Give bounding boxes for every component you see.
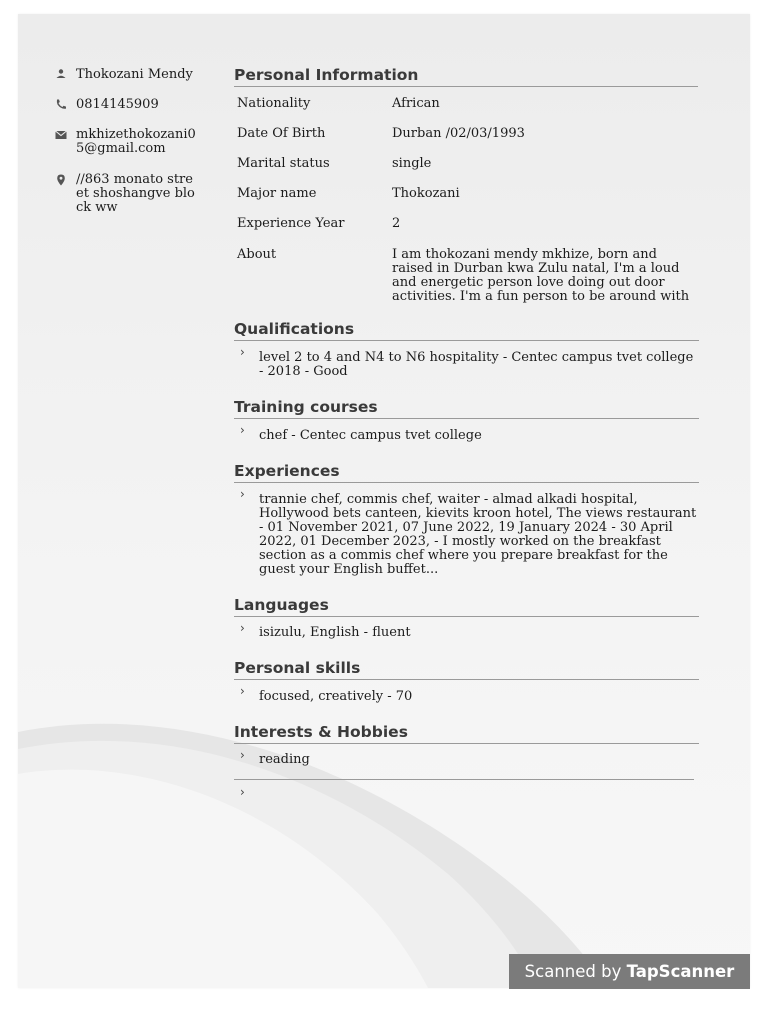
training-courses-heading: Training courses [234, 397, 699, 419]
resume-page [18, 14, 750, 988]
personal-skills-heading: Personal skills [234, 658, 699, 680]
contact-phone-text: 0814145909 [76, 97, 159, 112]
experience-item: trannie chef, commis chef, waiter - almad alkadi hospital, Hollywood bets canteen, kievits kroon hotel, The views restaurant - 01 November 2021, 07 June 2022, 19 January 2024 - 30 April 2022, 01 December 2023, - I mostly worked on the breakfast section as a commis chef where you prepare breakfast for the guest your English buffet... [259, 492, 697, 577]
language-item: isizulu, English - fluent [259, 625, 411, 640]
location-pin-icon [54, 173, 68, 187]
contact-name-text: Thokozani Mendy [76, 67, 193, 82]
marital-status-value: single [392, 156, 432, 171]
qualifications-heading: Qualifications [234, 319, 699, 341]
qualification-bullet-icon: › [240, 345, 245, 359]
experience-year-label: Experience Year [237, 216, 345, 231]
contact-email-text: mkhizethokozani05@gmail.com [76, 127, 196, 156]
interests-heading: Interests & Hobbies [234, 722, 699, 744]
mail-icon [54, 128, 68, 142]
language-bullet-icon: › [240, 621, 245, 635]
about-value: I am thokozani mendy mkhize, born and raised in Durban kwa Zulu natal, I'm a loud and energetic person love doing out door activities. I'm a fun person to be around with [392, 247, 690, 304]
about-label: About [237, 247, 277, 262]
empty-bullet-icon: › [240, 785, 245, 799]
scanned-by-badge [509, 954, 750, 989]
date-of-birth-value: Durban /02/03/1993 [392, 126, 525, 141]
skill-bullet-icon: › [240, 684, 245, 698]
training-course-item: chef - Centec campus tvet college [259, 428, 482, 443]
qualification-item: level 2 to 4 and N4 to N6 hospitality - Centec campus tvet college - 2018 - Good [259, 350, 694, 379]
scanned-by-text: Scanned by [524, 962, 627, 981]
interest-bullet-icon: › [240, 748, 245, 762]
experiences-heading: Experiences [234, 461, 699, 483]
person-icon [54, 68, 68, 82]
tapscanner-brand: TapScanner [626, 962, 735, 981]
major-name-value: Thokozani [392, 186, 460, 201]
section-divider [234, 779, 694, 780]
experience-bullet-icon: › [240, 487, 245, 501]
languages-heading: Languages [234, 595, 699, 617]
date-of-birth-label: Date Of Birth [237, 126, 326, 141]
interest-item: reading [259, 752, 310, 767]
contact-email [76, 128, 196, 156]
contact-name [76, 68, 196, 82]
phone-icon [54, 98, 68, 112]
marital-status-label: Marital status [237, 156, 330, 171]
contact-phone [76, 98, 196, 112]
nationality-label: Nationality [237, 96, 311, 111]
contact-address [76, 173, 196, 215]
skill-item: focused, creatively - 70 [259, 689, 413, 704]
training-bullet-icon: › [240, 423, 245, 437]
nationality-value: African [392, 96, 440, 111]
personal-information-heading: Personal Information [234, 65, 698, 87]
major-name-label: Major name [237, 186, 317, 201]
contact-address-text: //863 monato street shoshangve block ww [76, 172, 195, 215]
experience-year-value: 2 [392, 216, 401, 231]
